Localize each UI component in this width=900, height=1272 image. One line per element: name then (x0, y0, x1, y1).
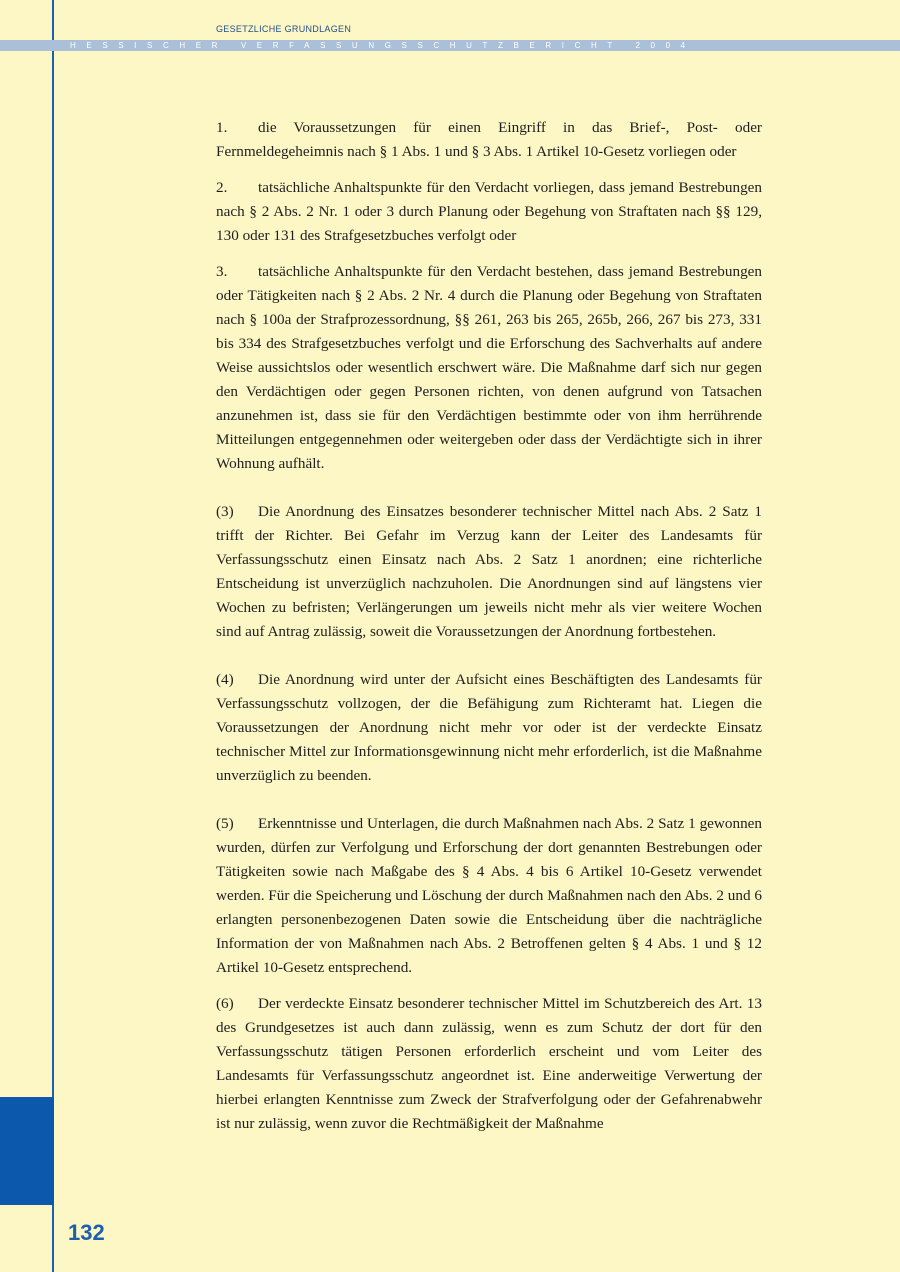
item-number: 2. (216, 179, 228, 196)
subsection-4 (216, 668, 762, 788)
numbered-item-1 (216, 116, 762, 164)
left-margin-rule (52, 0, 54, 1272)
subsection-5 (216, 812, 762, 980)
subsection-number: (4) (216, 671, 234, 688)
running-title: HESSISCHER VERFASSUNGSSCHUTZBERICHT 2004 (70, 41, 696, 50)
section-label: GESETZLICHE GRUNDLAGEN (216, 24, 352, 34)
item-number: 1. (216, 119, 228, 136)
item-text: tatsächliche Anhaltspunkte für den Verdacht vorliegen, dass jemand Bestrebungen nach § 2 Abs. 2 Nr. 1 oder 3 durch Planung oder Begehung von Straftaten nach §§ 129, 130 oder 131 des Strafgesetzbuches verfolgt oder (216, 179, 762, 244)
item-number: 3. (216, 263, 228, 280)
page-number: 132 (68, 1220, 105, 1245)
item-text: die Voraussetzungen für einen Eingriff in das Brief-, Post- oder Fernmeldegeheimnis nach § 1 Abs. 1 und § 3 Abs. 1 Artikel 10-Gesetz vorliegen oder (216, 119, 762, 160)
subsection-3 (216, 500, 762, 644)
subsection-text: Die Anordnung des Einsatzes besonderer technischer Mittel nach Abs. 2 Satz 1 trifft der Richter. Bei Gefahr im Verzug kann der Leiter des Landesamts für Verfassungsschutz einen Einsatz nach Abs. 2 Satz 1 anordnen; eine richterliche Entscheidung ist unverzüglich nachzuholen. Die Anordnungen sind auf längstens vier Wochen zu befristen; Verlängerungen um jeweils nicht mehr als vier weitere Wochen sind auf Antrag zulässig, soweit die Voraussetzungen der Anordnung fortbestehen. (216, 503, 762, 640)
subsection-text: Die Anordnung wird unter der Aufsicht eines Beschäftigten des Landesamts für Verfassungsschutz vollzogen, der die Befähigung zum Richteramt hat. Liegen die Voraussetzungen der Anordnung nicht mehr vor oder ist der verdeckte Einsatz technischer Mittel zur Informationsgewinnung nicht mehr erforderlich, ist die Maßnahme unverzüglich zu beenden. (216, 671, 762, 784)
left-color-tab (0, 1097, 54, 1205)
numbered-item-2 (216, 176, 762, 248)
subsection-6 (216, 992, 762, 1136)
subsection-number: (5) (216, 815, 234, 832)
item-text: tatsächliche Anhaltspunkte für den Verdacht bestehen, dass jemand Bestrebungen oder Tätigkeiten nach § 2 Abs. 2 Nr. 4 durch die Planung oder Begehung von Straftaten nach § 100a der Strafprozessordnung, §§ 261, 263 bis 265, 265b, 266, 267 bis 273, 331 bis 334 des Strafgesetzbuches verfolgt und die Erforschung des Sachverhalts auf andere Weise aussichtslos oder wesentlich erschwert wäre. Die Maßnahme darf sich nur gegen den Verdächtigen oder gegen Personen richten, von denen aufgrund von Tatsachen anzunehmen ist, dass sie für den Verdächtigen bestimmte oder von ihm herrührende Mitteilungen entgegennehmen oder weitergeben oder dass der Verdächtigte sich in ihrer Wohnung aufhält. (216, 263, 762, 472)
subsection-number: (3) (216, 503, 234, 520)
subsection-text: Erkenntnisse und Unterlagen, die durch Maßnahmen nach Abs. 2 Satz 1 gewonnen wurden, dürfen zur Verfolgung und Erforschung der dort genannten Bestrebungen oder Tätigkeiten sowie nach Maßgabe des § 4 Abs. 4 bis 6 Artikel 10-Gesetz verwendet werden. Für die Speicherung und Löschung der durch Maßnahmen nach den Abs. 2 und 6 erlangten personenbezogenen Daten sowie die Entscheidung über die nachträgliche Information der von Maßnahmen nach Abs. 2 Betroffenen gelten § 4 Abs. 1 und § 12 Artikel 10-Gesetz entsprechend. (216, 815, 762, 976)
page-body (216, 116, 762, 1136)
subsection-text: Der verdeckte Einsatz besonderer technischer Mittel im Schutzbereich des Art. 13 des Grundgesetzes ist auch dann zulässig, wenn es zum Schutz der dort für den Verfassungsschutz tätigen Personen erforderlich erscheint und vom Leiter des Landesamts für Verfassungsschutz angeordnet ist. Eine anderweitige Verwertung der hierbei erlangten Kenntnisse zum Zweck der Strafverfolgung oder der Gefahrenabwehr ist nur zulässig, wenn zuvor die Rechtmäßigkeit der Maßnahme (216, 995, 762, 1132)
subsection-number: (6) (216, 995, 234, 1012)
numbered-item-3 (216, 260, 762, 476)
